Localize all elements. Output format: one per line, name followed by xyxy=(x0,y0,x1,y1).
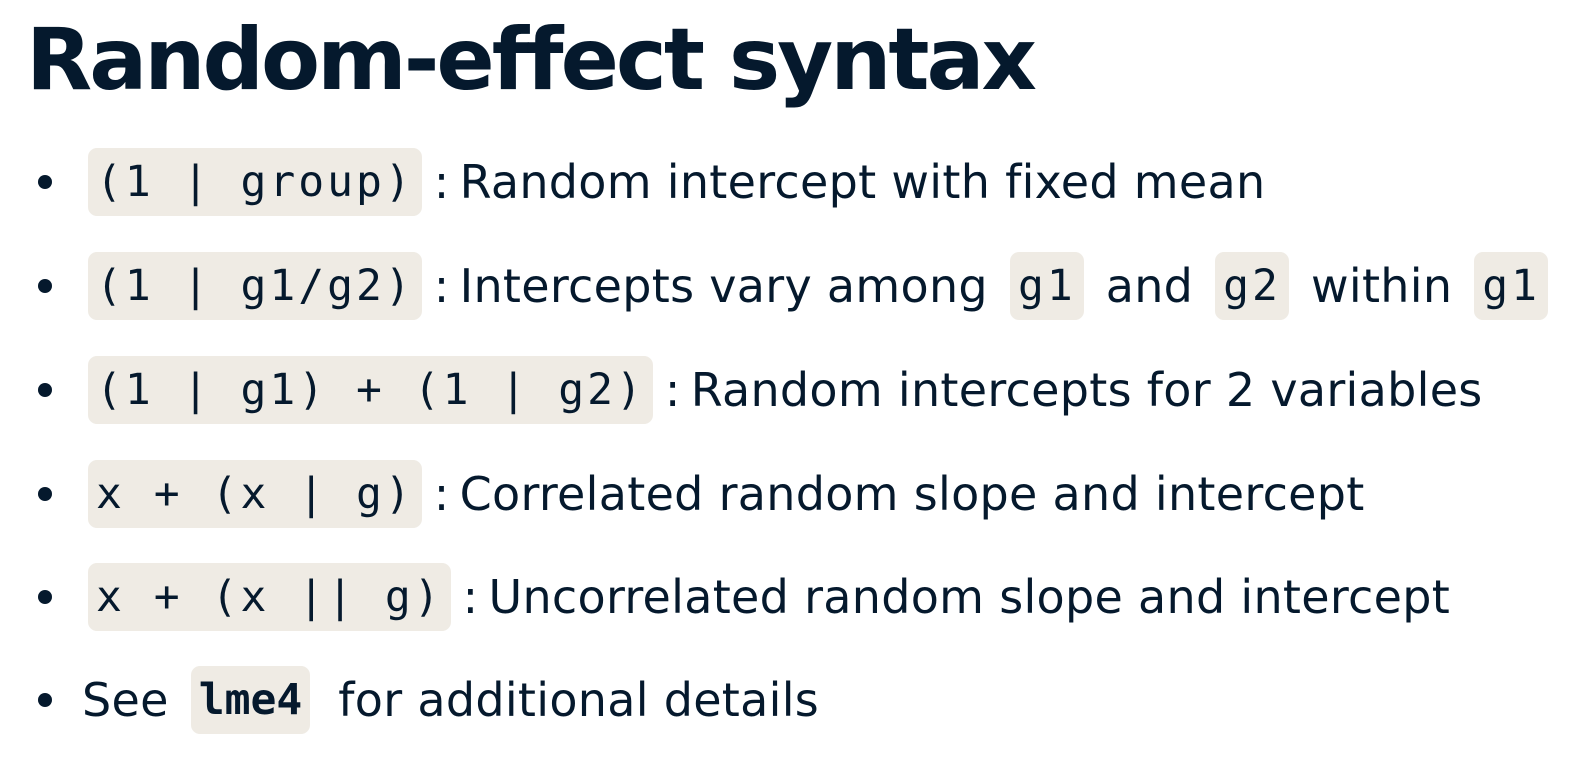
bullet-text: for additional details xyxy=(338,673,820,727)
code-snippet: g1 xyxy=(1010,252,1084,320)
bullet-text: Correlated random slope and intercept xyxy=(459,467,1365,521)
code-snippet: x + (x || g) xyxy=(88,563,451,631)
bullet-dot-icon xyxy=(38,693,52,707)
separator: : xyxy=(433,155,450,209)
code-snippet: lme4 xyxy=(191,666,311,734)
code-snippet: (1 | g1) + (1 | g2) xyxy=(88,356,653,424)
bullet-dot-icon xyxy=(38,383,52,397)
bullet-text: See xyxy=(82,673,169,727)
bullet-dot-icon xyxy=(38,487,52,501)
code-snippet: (1 | g1/g2) xyxy=(88,252,422,320)
bullet-text: and xyxy=(1105,259,1194,313)
code-snippet: x + (x | g) xyxy=(88,460,422,528)
separator: : xyxy=(664,363,681,417)
bullet-text: Intercepts vary among xyxy=(459,259,988,313)
separator: : xyxy=(462,570,479,624)
code-snippet: (1 | group) xyxy=(88,148,422,216)
slide-title: Random-effect syntax xyxy=(26,10,1035,110)
code-snippet: g2 xyxy=(1215,252,1289,320)
bullet-dot-icon xyxy=(38,175,52,189)
bullet-text: Random intercept with fixed mean xyxy=(459,155,1266,209)
separator: : xyxy=(433,467,450,521)
code-snippet: g1 xyxy=(1474,252,1548,320)
bullet-text: Uncorrelated random slope and intercept xyxy=(488,570,1451,624)
separator: : xyxy=(433,259,450,313)
bullet-text: within xyxy=(1310,259,1453,313)
bullet-text: Random intercepts for 2 variables xyxy=(690,363,1483,417)
bullet-dot-icon xyxy=(38,590,52,604)
bullet-dot-icon xyxy=(38,279,52,293)
